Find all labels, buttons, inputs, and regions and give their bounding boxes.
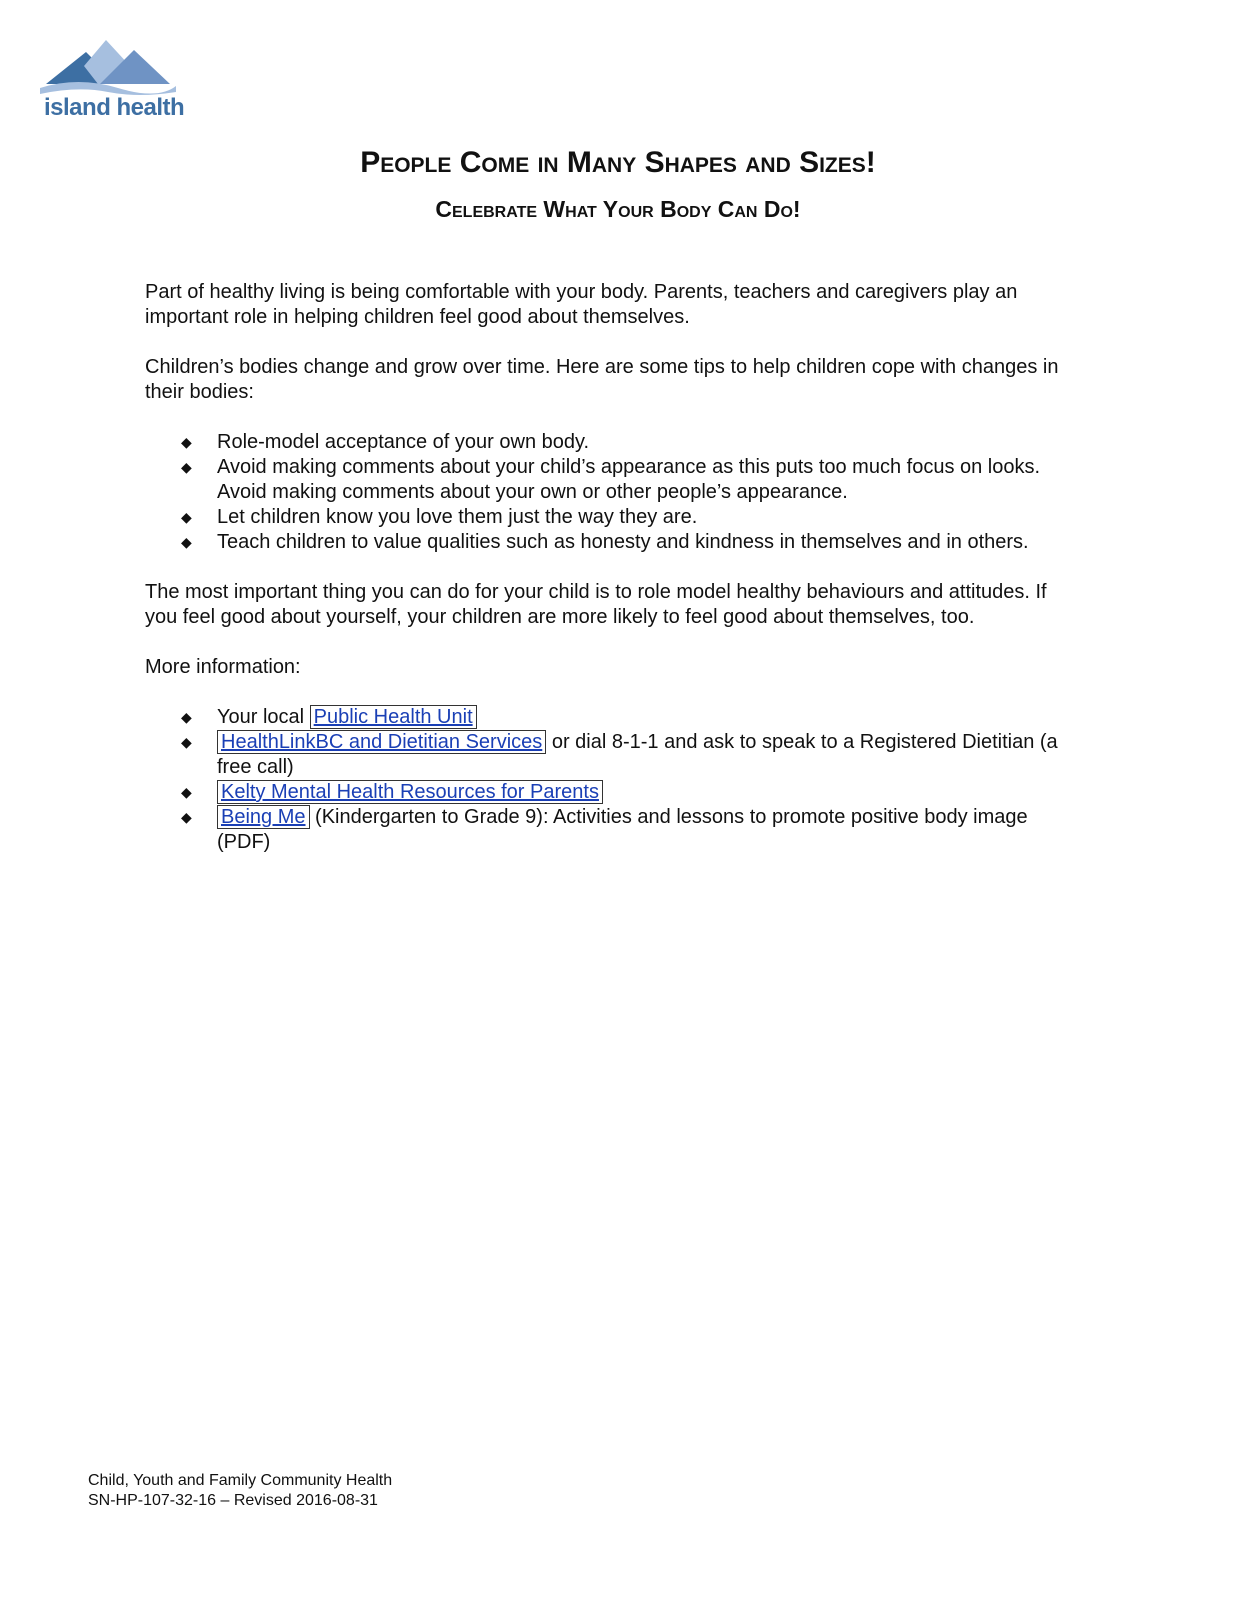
list-item: ◆ HealthLinkBC and Dietitian Services or dial 8-1-1 and ask to speak to a Registered Dietitian (a free call) bbox=[181, 731, 1058, 778]
kelty-mental-health-link[interactable]: Kelty Mental Health Resources for Parents bbox=[217, 780, 603, 804]
healthlinkbc-link[interactable]: HealthLinkBC and Dietitian Services bbox=[217, 730, 546, 754]
bullet-icon: ◆ bbox=[181, 509, 192, 525]
list-item: ◆ Avoid making comments about your child’s appearance as this puts too much focus on looks. Avoid making comments about your own or other people’s appearance. bbox=[181, 456, 1041, 503]
more-info-label: More information: bbox=[145, 656, 301, 678]
being-me-link[interactable]: Being Me bbox=[217, 805, 310, 829]
footer-document-code: SN-HP-107-32-16 – Revised 2016-08-31 bbox=[88, 1492, 378, 1509]
page-title: People Come in Many Shapes and Sizes! bbox=[360, 146, 876, 179]
bullet-icon: ◆ bbox=[181, 784, 192, 800]
tips-intro-paragraph: Children’s bodies change and grow over time. Here are some tips to help children cope with changes in their bodies: bbox=[145, 356, 1059, 403]
resources-list bbox=[145, 705, 1075, 855]
bullet-icon: ◆ bbox=[181, 809, 192, 825]
bullet-icon: ◆ bbox=[181, 534, 192, 550]
bullet-icon: ◆ bbox=[181, 459, 192, 475]
list-item: ◆ Your local Public Health Unit bbox=[217, 705, 1075, 730]
document-body bbox=[145, 280, 1075, 880]
intro-paragraph: Part of healthy living is being comfortable with your body. Parents, teachers and caregivers play an important role in helping children feel good about themselves. bbox=[145, 281, 1018, 328]
footer bbox=[88, 1471, 392, 1511]
list-item: ◆ Role-model acceptance of your own body. bbox=[181, 431, 590, 453]
tips-list bbox=[145, 430, 1075, 555]
bullet-icon: ◆ bbox=[181, 709, 192, 725]
logo-text: island health bbox=[44, 94, 185, 121]
bullet-icon: ◆ bbox=[181, 734, 192, 750]
public-health-unit-link[interactable]: Public Health Unit bbox=[310, 705, 477, 729]
bullet-icon: ◆ bbox=[181, 434, 192, 450]
page-subtitle: Celebrate What Your Body Can Do! bbox=[435, 196, 801, 222]
list-item: ◆ Being Me (Kindergarten to Grade 9): Activities and lessons to promote positive body image (PDF) bbox=[181, 806, 1028, 853]
list-item: ◆ Let children know you love them just the way they are. bbox=[181, 506, 698, 528]
list-item bbox=[181, 780, 1075, 805]
closing-paragraph: The most important thing you can do for your child is to role model healthy behaviours and attitudes. If you feel good about yourself, your children are more likely to feel good about themselves, too. bbox=[145, 581, 1047, 628]
list-item: ◆ Teach children to value qualities such as honesty and kindness in themselves and in others. bbox=[181, 531, 1029, 553]
footer-department: Child, Youth and Family Community Health bbox=[88, 1472, 393, 1489]
